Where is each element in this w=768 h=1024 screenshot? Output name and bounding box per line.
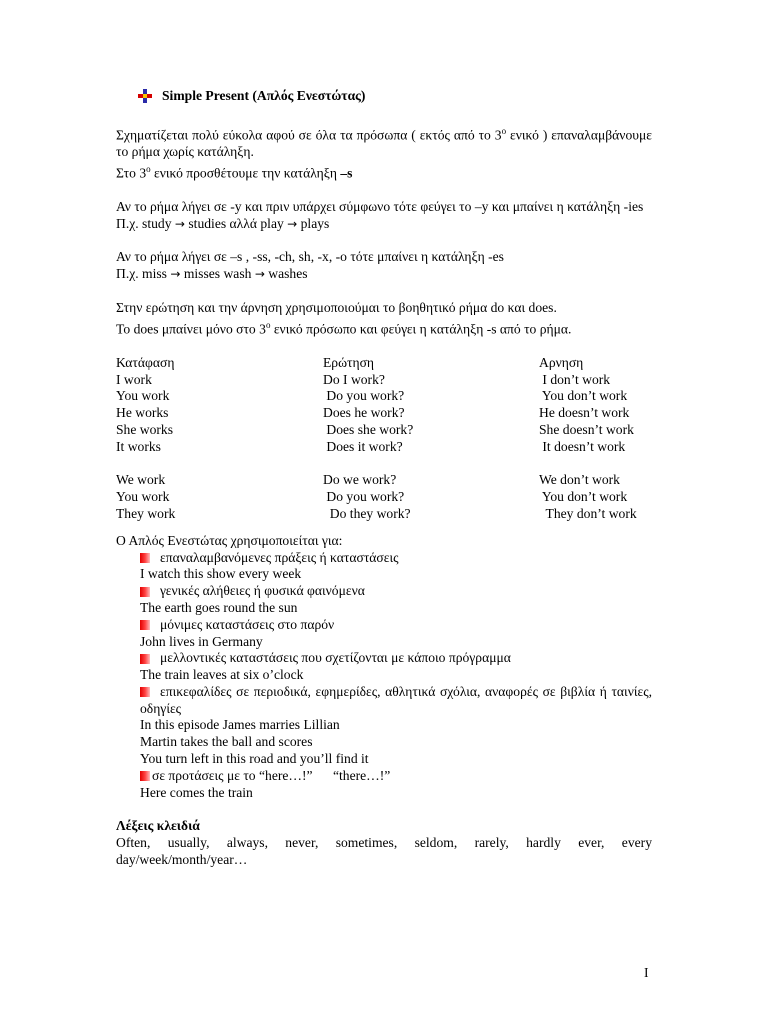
usage-label: γενικές αλήθειες ή φυσικά φαινόμενα xyxy=(160,583,365,599)
arrow-right-icon: → xyxy=(287,216,298,231)
table-cell: Does he work? xyxy=(323,405,405,421)
table-cell: We don’t work xyxy=(539,472,620,488)
four-color-bullet-icon xyxy=(138,89,152,103)
arrow-right-icon: → xyxy=(254,267,265,282)
usage-bullet-item xyxy=(140,683,656,718)
usage-bullet-item xyxy=(140,617,652,634)
table-cell: You work xyxy=(116,489,170,505)
red-square-bullet-icon xyxy=(140,553,150,563)
rule-es-example-mid: misses wash xyxy=(180,266,255,282)
usage-example: In this episode James marries Lillian xyxy=(140,717,340,733)
usage-example: You turn left in this road and you’ll find it xyxy=(140,751,369,767)
usage-label: σε προτάσεις με το “here…!” “there…!” xyxy=(152,767,391,783)
usage-bullet-item xyxy=(140,650,652,667)
table-cell: She works xyxy=(116,421,174,437)
usage-example: Here comes the train xyxy=(140,784,253,800)
usage-label: μελλοντικές καταστάσεις που σχετίζονται με κάποιο πρόγραμμα xyxy=(160,650,511,666)
rule-do-text: Το does μπαίνει μόνο στο 3 xyxy=(116,321,266,337)
header-negative: Αρνηση xyxy=(539,354,584,370)
red-square-bullet-icon xyxy=(140,654,150,664)
usage-example: The earth goes round the sun xyxy=(140,599,298,615)
table-cell: He works xyxy=(116,405,169,421)
intro-text-1-end: ενικό ) επαναλαμβάνουμε το ρήμα χωρίς κατάληξη. xyxy=(116,127,652,160)
rule-do-line-1: Στην ερώτηση και την άρνηση χρησιμοποιούμαι το βοηθητικό ρήμα do και does. xyxy=(116,299,557,315)
header-question: Ερώτηση xyxy=(323,354,375,370)
table-cell: You don’t work xyxy=(539,388,628,404)
table-cell: Do you work? xyxy=(323,489,405,505)
table-cell: Does it work? xyxy=(323,438,403,454)
intro-text-2-mid: ενικό προσθέτουμε την κατάληξη xyxy=(150,165,341,181)
rule-y-text: Αν το ρήμα λήγει σε -y και πριν υπάρχει σύμφωνο τότε φεύγει το –y και μπαίνει η κατάληξη -ies xyxy=(116,199,644,215)
arrow-right-icon: → xyxy=(174,216,185,231)
page-number: I xyxy=(644,965,649,980)
page-title: Simple Present (Απλός Ενεστώτας) xyxy=(162,88,366,103)
table-cell: Do they work? xyxy=(323,505,411,521)
rule-y-example-mid: studies αλλά play xyxy=(184,215,288,231)
rule-y-example-prefix: Π.χ. study xyxy=(116,215,172,231)
intro-text-2: Στο 3 xyxy=(116,165,147,181)
rule-es-example-prefix: Π.χ. miss xyxy=(116,266,171,282)
table-cell: You work xyxy=(116,388,170,404)
conjugation-table-plural xyxy=(116,472,652,522)
usage-example: John lives in Germany xyxy=(140,633,263,649)
usage-list xyxy=(116,549,656,802)
red-square-bullet-icon xyxy=(140,587,150,597)
usage-label: μόνιμες καταστάσεις στο παρόν xyxy=(160,616,335,632)
intro-sup-2: ο xyxy=(146,163,151,174)
intro-sup-1: ο xyxy=(501,125,507,136)
table-cell: They don’t work xyxy=(539,505,637,521)
table-cell: They work xyxy=(116,505,176,521)
usage-bullet-item xyxy=(140,768,652,785)
usage-example: Martin takes the ball and scores xyxy=(140,734,313,750)
table-cell: He doesn’t work xyxy=(539,405,630,421)
red-square-bullet-icon xyxy=(140,771,150,781)
rule-y-example-end: plays xyxy=(297,215,330,231)
conjugation-table xyxy=(116,355,652,456)
usage-bullet-item xyxy=(140,550,652,567)
rule-es-example xyxy=(116,266,652,283)
table-cell: Do we work? xyxy=(323,472,397,488)
keywords-text: Often, usually, always, never, sometimes, seldom, rarely, hardly ever, every day/week/month/year… xyxy=(116,835,652,867)
intro-text-1: Σχηματίζεται πολύ εύκολα αφού σε όλα τα πρόσωπα ( εκτός από το 3 xyxy=(116,127,502,143)
red-square-bullet-icon xyxy=(140,620,150,630)
table-cell: It doesn’t work xyxy=(539,438,626,454)
rule-es-example-end: washes xyxy=(264,266,308,282)
arrow-right-icon: → xyxy=(170,267,181,282)
table-cell: Do you work? xyxy=(323,388,405,404)
document-page xyxy=(116,88,656,869)
rule-y-example xyxy=(116,216,652,233)
usage-example: I watch this show every week xyxy=(140,566,302,582)
table-cell: Does she work? xyxy=(323,421,414,437)
usage-heading: Ο Απλός Ενεστώτας χρησιμοποιείται για: xyxy=(116,532,343,548)
usage-label: επαναλαμβανόμενες πράξεις ή καταστάσεις xyxy=(160,549,399,565)
header-affirmative: Κατάφαση xyxy=(116,354,175,370)
title-row xyxy=(138,88,652,105)
intro-paragraph xyxy=(116,123,652,161)
usage-label: επικεφαλίδες σε περιοδικά, εφημερίδες, αθλητικά σχόλια, αναφορές σε βιβλία ή ταινίες, οδηγίες xyxy=(140,683,656,716)
rule-es-text: Αν το ρήμα λήγει σε –s , -ss, -ch, sh, -x, -o τότε μπαίνει η κατάληξη -es xyxy=(116,249,504,265)
rule-do-line-2 xyxy=(116,317,652,338)
usage-bullet-item xyxy=(140,583,652,600)
rule-do-text-end: ενικό πρόσωπο και φεύγει η κατάληξη -s από το ρήμα. xyxy=(270,321,572,337)
rule-do-sup: ο xyxy=(265,319,271,330)
suffix-s: –s xyxy=(340,165,353,181)
table-cell: We work xyxy=(116,472,166,488)
table-cell: It works xyxy=(116,438,161,454)
table-cell: I work xyxy=(116,371,152,387)
table-cell: She doesn’t work xyxy=(539,421,634,437)
table-cell: Do I work? xyxy=(323,371,385,387)
table-cell: I don’t work xyxy=(539,371,611,387)
usage-example: The train leaves at six o’clock xyxy=(140,667,304,683)
keywords-heading: Λέξεις κλειδιά xyxy=(116,818,200,834)
table-cell: You don’t work xyxy=(539,489,628,505)
intro-line-2 xyxy=(116,161,652,182)
